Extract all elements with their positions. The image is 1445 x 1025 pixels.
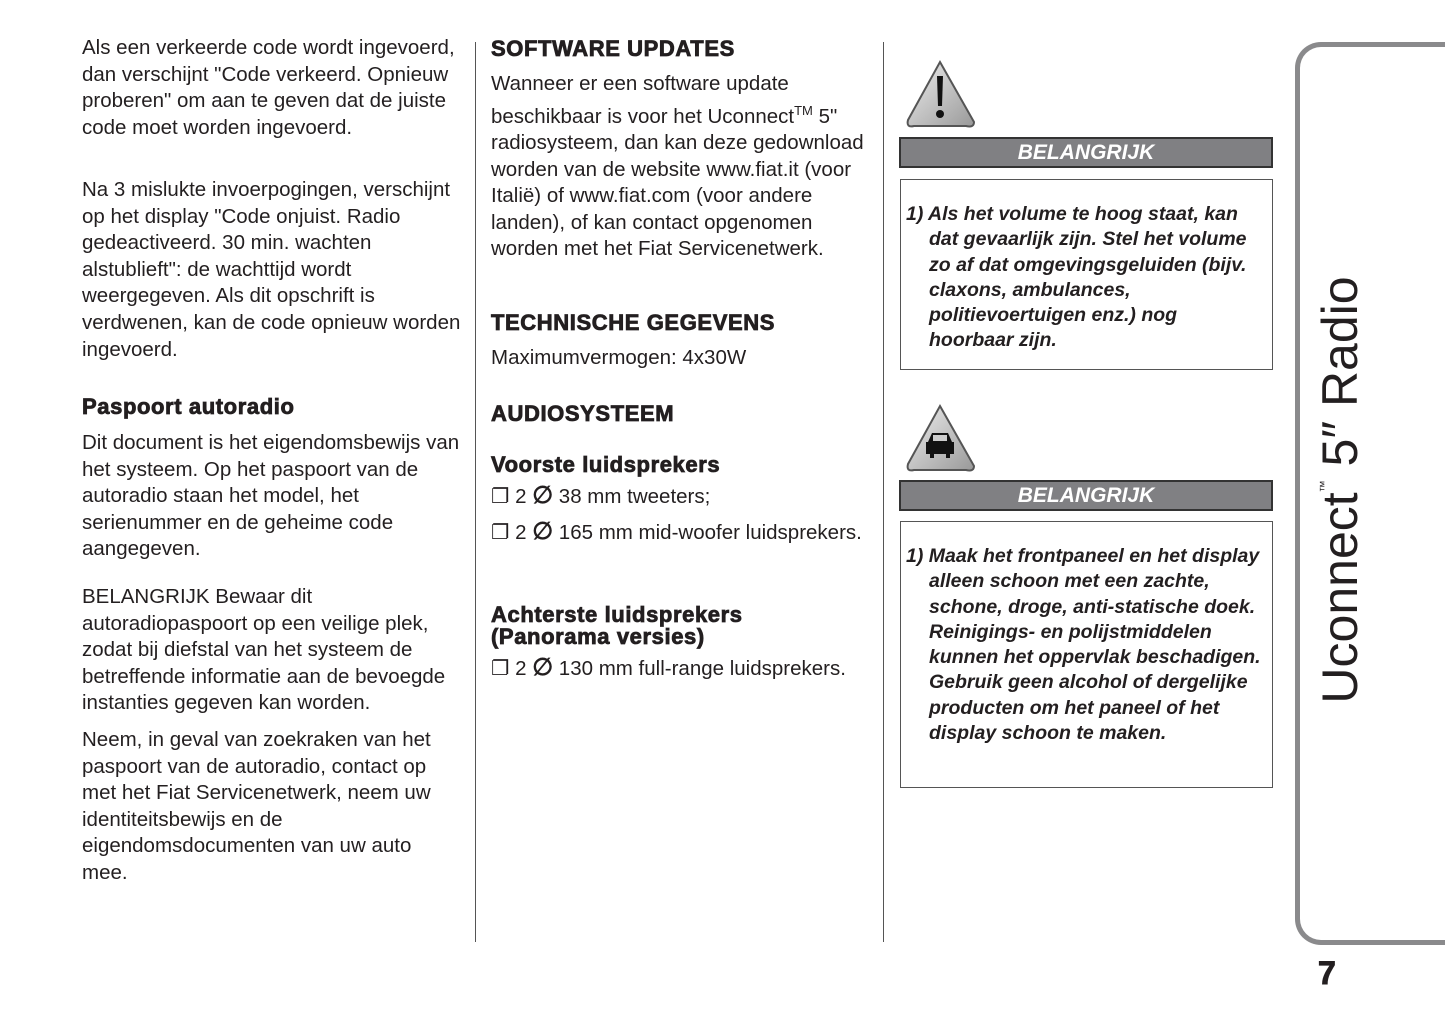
car-warning-icon xyxy=(904,402,976,474)
warning-text-box: 1) Maak het frontpaneel en het display alleen schoon met een zachte, schone, droge, anti-statische doek. Reinigings- en polijstmiddelen kunnen het oppervlak beschadigen. Gebruik geen alcohol of dergelijke producten om het paneel of het display schoon te maken. xyxy=(900,521,1273,788)
text: Uconnect xyxy=(1312,492,1368,704)
diameter-icon: ∅ xyxy=(532,654,554,681)
trademark: TM xyxy=(794,102,813,118)
text: 5″ Radio xyxy=(1312,276,1368,481)
chapter-title xyxy=(1311,276,1369,703)
bullet-icon: ❐ xyxy=(491,657,510,680)
bullet-icon: ❐ xyxy=(491,485,510,508)
column-divider xyxy=(475,42,476,942)
paragraph: Neem, in geval van zoekraken van het paspoort van de autoradio, contact op met het Fiat Servicenetwerk, neem uw identiteitsbewijs en de eigendomsdocumenten van uw auto mee. xyxy=(82,728,431,884)
page-number: 7 xyxy=(1318,955,1336,991)
diameter-icon: ∅ xyxy=(532,518,554,545)
paragraph xyxy=(491,71,866,263)
warning-text-box: 1) Als het volume te hoog staat, kan dat gevaarlijk zijn. Stel het volume zo af dat omgevingsgeluiden (bijv. claxons, ambulances, politievoertuigen enz.) nog hoorbaar zijn. xyxy=(900,179,1273,370)
diameter-icon: ∅ xyxy=(532,482,554,509)
sub-heading: Achterste luidsprekers (Panorama versies) xyxy=(491,602,743,649)
warning-label: BELANGRIJK xyxy=(899,480,1273,511)
paragraph: BELANGRIJK Bewaar dit autoradiopaspoort op een veilige plek, zodat bij diefstal van het systeem de betreffende informatie aan de bevoegde instanties gegeven kan worden. xyxy=(82,585,446,715)
text: 2 xyxy=(515,485,533,508)
warning-exclamation-icon xyxy=(904,58,976,130)
trademark: ™ xyxy=(1317,480,1331,493)
column-divider xyxy=(883,42,884,942)
section-heading: AUDIOSYSTEEM xyxy=(491,401,675,426)
list-item xyxy=(491,519,883,547)
text: 38 mm tweeters; xyxy=(553,485,711,508)
paragraph: Dit document is het eigendomsbewijs van het systeem. Op het paspoort van de autoradio staan het model, het serienummer en de geheime code aangegeven. xyxy=(82,431,460,561)
paragraph: Als een verkeerde code wordt ingevoerd, dan verschijnt "Code verkeerd. Opnieuw proberen" om aan te geven dat de juiste code moet worden ingevoerd. xyxy=(82,36,455,139)
paragraph: Maximumvermogen: 4x30W xyxy=(491,346,747,369)
list-item xyxy=(491,483,883,511)
paragraph: Na 3 mislukte invoerpogingen, verschijnt op het display "Code onjuist. Radio gedeactiveerd. 30 min. wachten alstublieft": de wachttijd wordt weergegeven. Als dit opschrift is verdwenen, kan de code opnieuw worden ingevoerd. xyxy=(82,178,461,361)
text: 2 xyxy=(515,657,533,680)
text: Wanneer er een software update beschikbaar is voor het Uconnect xyxy=(491,72,795,128)
list-item xyxy=(491,655,893,683)
section-heading: TECHNISCHE GEGEVENS xyxy=(491,310,776,335)
text: 2 xyxy=(515,521,533,544)
bullet-icon: ❐ xyxy=(491,521,510,544)
warning-label: BELANGRIJK xyxy=(899,137,1273,168)
sub-heading: Voorste luidsprekers xyxy=(491,452,721,477)
text: 165 mm mid-woofer luidsprekers. xyxy=(553,521,862,544)
text: 5" radiosysteem, dan kan deze gedownload worden van de website www.fiat.it (voor Italië) of www.fiat.com (voor andere landen), of kan contact opgenomen worden met het Fiat Servicenetwerk. xyxy=(491,104,864,261)
text: 130 mm full-range luidsprekers. xyxy=(553,657,846,680)
section-heading: Paspoort autoradio xyxy=(82,394,295,419)
section-heading: SOFTWARE UPDATES xyxy=(491,36,735,61)
